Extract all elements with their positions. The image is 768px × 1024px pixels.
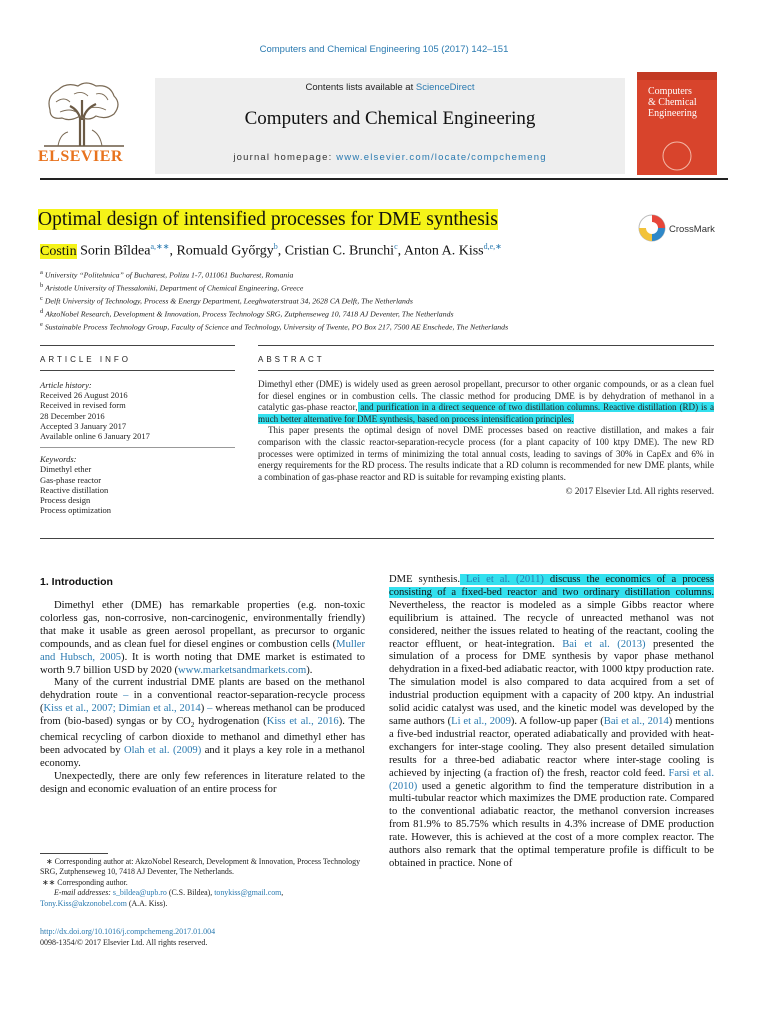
body-paragraph: Unexpectedly, there are only few references in literature related to the design and economic evaluation of an entire process for <box>40 770 365 795</box>
history-label: Article history: <box>40 380 92 390</box>
abstract-paragraph: Dimethyl ether (DME) is widely used as green aerosol propellant, precursor to other organic compounds, or as a clean fuel for diesel engines or in combustion cells. The classic method for producing DME is by dehydration of methanol in a catalytic gas-phase reactor, and purification in a direct sequence of two distillation columns. Reactive distillation (RD) is a much better alternative for DME synthesis, based on process intensification principles. <box>258 379 714 424</box>
body-paragraph: Dimethyl ether (DME) has remarkable properties (e.g. non-toxic colorless gas, non-corrosive, non-carcinogenic, environmentally friendly) that make it usable as green aerosol propellant, as precursor to organic compounds, and as clean fuel for diesel engines or combustion cells (Muller and Hubsch, 2005). It is worth noting that DME market is estimated to worth 9.7 billion USD by 2020 (www.marketsandmarkets.com). <box>40 600 365 676</box>
footnote-emails: E-mail addresses: s_bildea@upb.ro (C.S. Bildea), tonykiss@gmail.com, <box>54 888 284 898</box>
history-item: Accepted 3 January 2017 <box>40 420 127 431</box>
footnote-rule <box>40 853 108 854</box>
email-link[interactable]: Tony.Kiss@akzonobel.com <box>40 898 127 908</box>
author-first-name-highlight: Costin <box>40 243 77 259</box>
affiliation-item: $^c$ Delft University of Technology, Process & Energy Department, Leeghwaterstraat 34, 2628 CA Delft, The Netherlands <box>40 294 413 306</box>
footnote-emails-cont: Tony.Kiss@akzonobel.com (A.A. Kiss). <box>40 898 168 908</box>
citation-link[interactable]: Li et al., 2009 <box>451 715 511 727</box>
affiliations <box>40 268 680 332</box>
history-item: Available online 6 January 2017 <box>40 431 150 442</box>
issn-line: 0098-1354/© 2017 Elsevier Ltd. All rights reserved. <box>40 938 208 947</box>
citation-link[interactable]: Kiss et al., 2007; Dimian et al., 2014 <box>43 703 201 715</box>
footnote-corresponding: ∗ Corresponding author at: AkzoNobel Research, Development & Innovation, Process Technology SRG, Zutphenseweg 10, 7418 AJ Deventer, The Netherlands. <box>40 857 361 877</box>
doi-block <box>40 926 215 948</box>
article-info-rule-top <box>40 345 235 346</box>
title-highlight: Optimal design of intensified processes for DME synthesis <box>38 209 498 230</box>
crossmark-badge[interactable] <box>638 211 718 250</box>
cover-title: Computers & Chemical Engineering <box>648 86 697 119</box>
publisher-wordmark: ELSEVIER <box>38 148 123 165</box>
citation-link[interactable]: Bai et al., 2014 <box>603 715 669 727</box>
affiliation-item: $^b$ Aristotle University of Thessaloniki, Department of Chemical Engineering, Greece <box>40 281 304 293</box>
body-highlight: discuss the economics of a process consisting of a fixed-bed reactor and two ordinary distillation columns. <box>389 574 715 598</box>
citation-link[interactable]: Kiss et al., 2016 <box>266 716 339 728</box>
history-item: 28 December 2016 <box>40 410 105 421</box>
abstract-rule-top <box>258 345 714 346</box>
abstract-copyright: © 2017 Elsevier Ltd. All rights reserved. <box>565 486 714 497</box>
abstract-rule-bottom <box>40 538 714 539</box>
citation-link[interactable]: www.marketsandmarkets.com <box>178 664 307 676</box>
history-item: Received in revised form <box>40 400 126 411</box>
footnotes <box>40 857 365 909</box>
abstract-heading: ABSTRACT <box>258 355 325 364</box>
author-affil-sup[interactable]: a,∗∗ <box>150 242 170 251</box>
affiliation-item: $^e$ Sustainable Process Technology Group, Faculty of Science and Technology, University of Twente, PO Box 217, 7500 AE Enschede, The Netherlands <box>40 320 509 332</box>
body-paragraph: DME synthesis. Lei et al. (2011) discuss the economics of a process consisting of a fixed-bed reactor and two ordinary distillation columns. Nevertheless, the reactor is modeled as a simple Gibbs reactor where equilibrium is attained. The recycle of unreacted methanol was not considered, neither the issues related to heating of the reactant, cooling the reactor effluent, or heat-integration. Bai et al. (2013) presented the simulation of a process for DME synthesis by vapor phase methanol dehydration in a fixed-bed adiabatic reactor, with 1000 ktpy production rate. The simulation model is also compared to data acquired from a set of industrial production equipment with a capacity of 200 ktpy. An industrial solid acidic catalyst was used, and the kinetic model was developed by the same authors (Li et al., 2009). A follow-up paper (Bai et al., 2014) mentions a five-bed industrial reactor, operated adiabatically and provided with heat-exchangers for inter-stage cooling. They also present detailed simulation results for a three-bed adiabatic reactor where inter-stage cooling is achieved by injecting (a fraction of) the fresh, reactor cold feed. Farsi et al. (2010) used a genetic algorithm to find the temperature distribution in a multi-tubular reactor which maximizes the DME production rate. Compared to the conventional adiabatic reactor, the methanol conversion increases from 81.9% to 85.75% which results in 4.3% increase of DME production rate. However, this is achieved at the cost of a more complex reactor. The authors also remark that the optimal temperature profile is difficult to be obtained in practice. None of <box>389 574 715 869</box>
affiliation-item: $^d$ AkzoNobel Research, Development & Innovation, Process Technology SRG, Zutphenseweg 10, 7418 AJ Deventer, The Netherlands <box>40 307 454 319</box>
author-affil-sup[interactable]: c <box>394 242 398 251</box>
author-name: Cristian C. Brunchi <box>284 243 395 259</box>
affiliation-item: $^a$ University “Politehnica” of Bucharest, Polizu 1-7, 011061 Bucharest, Romania <box>40 269 294 280</box>
citation-link[interactable]: Bai et al. (2013) <box>562 638 646 650</box>
abstract-highlight: and purification in a direct sequence of two distillation columns. Reactive distillation (RD) is a much better alternative for DME synthesis, based on process intensification principles. <box>258 402 714 424</box>
keyword-item: Process optimization <box>40 505 112 516</box>
footnote-corresponding-2: ∗∗ Corresponding author. <box>42 877 128 887</box>
abstract-body <box>258 379 714 498</box>
keyword-item: Dimethyl ether <box>40 464 92 475</box>
dash-link[interactable]: – <box>123 690 129 702</box>
email-link[interactable]: s_bildea@upb.ro <box>112 888 167 898</box>
body-column-right <box>389 574 714 871</box>
journal-homepage: journal homepage: www.elsevier.com/locate/compchemeng <box>233 152 547 163</box>
abstract-rule <box>258 370 714 371</box>
abstract-paragraph: This paper presents the optimal design of novel DME processes based on reactive distillation, and makes a fair comparison with the classic reactor-separation-recycle process (for a plant capacity of 100 ktpy DME). The new RD processes were optimized in terms of minimizing the total annual costs, leading to savings of 30% in CapEx and 6% in energy requirements for the RD process. The results indicate that a RD column is recommended for new DME plants, while a combination of gas-phase reactor and RD is suitable for revamping existing plants. <box>258 425 714 482</box>
citation-link[interactable]: Olah et al. (2009) <box>124 745 202 757</box>
author-name: Sorin Bîldea <box>76 243 151 259</box>
history-item: Received 26 August 2016 <box>40 390 128 401</box>
author-name: Anton A. Kiss <box>403 243 484 259</box>
journal-reference[interactable]: Computers and Chemical Engineering 105 (2017) 142–151 <box>259 44 509 55</box>
article-info-rule <box>40 370 235 371</box>
citation-link[interactable]: Lei et al. (2011) <box>460 574 544 585</box>
paper-title <box>38 209 498 231</box>
citation-link[interactable]: Farsi et al. (2010) <box>389 767 714 792</box>
homepage-link[interactable]: www.elsevier.com/locate/compchemeng <box>336 152 547 163</box>
elsevier-tree-logo <box>40 80 126 153</box>
contents-line: Contents lists available at ScienceDirect <box>305 82 475 93</box>
keyword-item: Reactive distillation <box>40 484 109 495</box>
header-rule <box>40 178 728 180</box>
author-affil-sup[interactable]: d,e,∗ <box>483 242 502 251</box>
section-heading-introduction: 1. Introduction <box>40 576 113 588</box>
keywords-rule <box>40 447 235 448</box>
author-list: Costin Sorin Bîldea$^{a,∗∗}$, Romuald Győrgy$^b$, Cristian C. Brunchi$^c$, Anton A. Kiss$^{d,e,∗}$ <box>40 242 502 259</box>
journal-title: Computers and Chemical Engineering <box>244 108 536 129</box>
crossmark-label: CrossMark <box>669 224 715 235</box>
citation-link[interactable]: Muller and Hubsch, 2005 <box>40 638 365 663</box>
dash-link[interactable]: – <box>207 703 213 715</box>
author-affil-sup[interactable]: b <box>273 242 278 251</box>
body-column-left <box>40 600 365 797</box>
author-name: Romuald Győrgy <box>176 243 274 259</box>
keyword-item: Gas-phase reactor <box>40 474 102 485</box>
keywords-label: Keywords: <box>40 454 77 465</box>
sciencedirect-link[interactable]: ScienceDirect <box>415 82 475 93</box>
doi-link[interactable]: http://dx.doi.org/10.1016/j.compchemeng.2017.01.004 <box>40 927 216 936</box>
article-info <box>40 372 230 515</box>
body-paragraph: Many of the current industrial DME plants are based on the methanol dehydration route – in a conventional reactor-separation-recycle process (Kiss et al., 2007; Dimian et al., 2014) – whereas methanol can be produced from (bio-based) syngas or by $CO_2$ hydrogenation (Kiss et al., 2016). The chemical recycling of carbon dioxide to methanol and dimethyl ether has been advocated by Olah et al. (2009) and it plays a key role in a methanol economy. <box>40 677 365 769</box>
keyword-item: Process design <box>40 495 91 506</box>
email-link[interactable]: tonykiss@gmail.com <box>214 888 282 898</box>
article-info-heading: ARTICLE INFO <box>40 355 131 364</box>
